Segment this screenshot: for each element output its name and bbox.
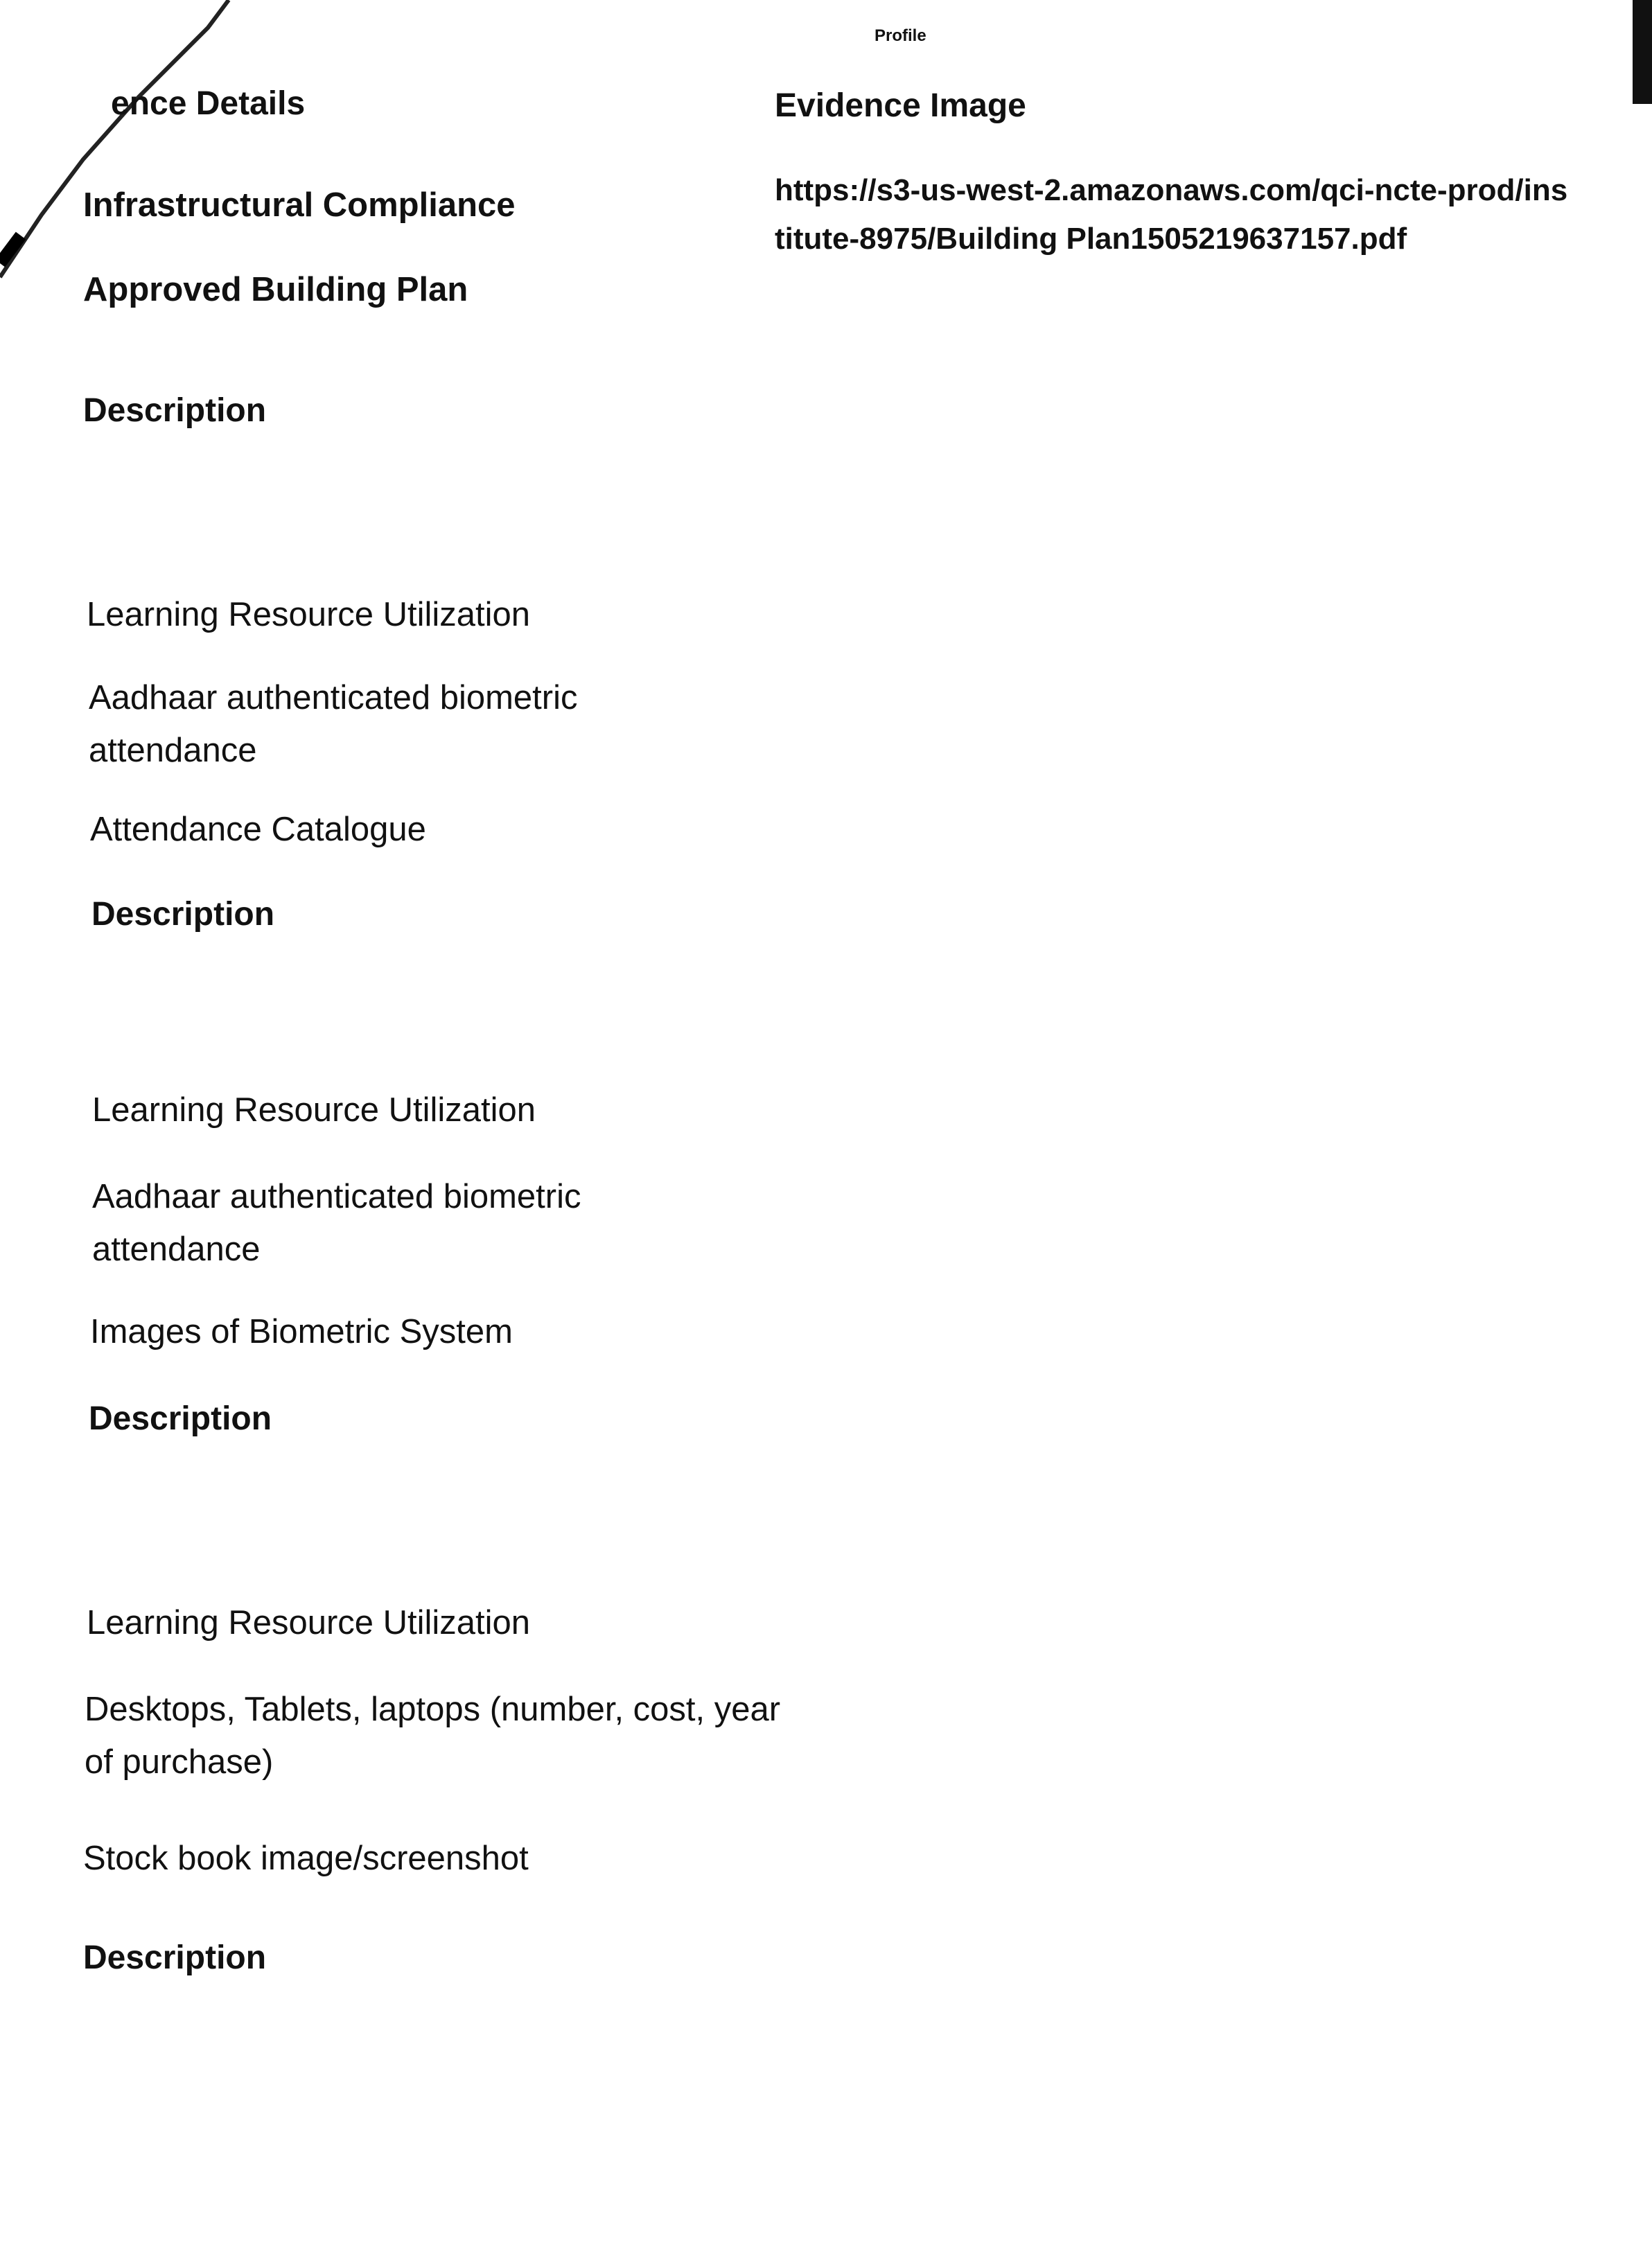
entry-1-criterion: Infrastructural Compliance [83,186,516,224]
entry-2-criterion: Learning Resource Utilization [87,596,531,633]
entry-3-item: Aadhaar authenticated biometric attendance [92,1178,581,1268]
entry-4-item: Desktops, Tablets, laptops (number, cost, year of purchase) [85,1691,781,1781]
entry-1-item: Approved Building Plan [83,271,468,308]
entry-3-description-label: Description [89,1400,272,1437]
entry-2-item: Aadhaar authenticated biometric attendance [89,679,578,769]
evidence-image-heading: Evidence Image [775,87,1026,124]
entry-2-description-label: Description [91,896,275,933]
entry-1-description-label: Description [83,392,267,429]
page-crease-mark [0,0,249,291]
entry-3-sub-item: Images of Biometric System [90,1313,513,1350]
entry-4-description-label: Description [83,1939,267,1976]
entry-2-sub-item: Attendance Catalogue [90,811,426,848]
evidence-details-heading: ence Details [111,85,306,122]
entry-4-sub-item: Stock book image/screenshot [83,1840,529,1877]
evidence-url-link[interactable]: https://s3-us-west-2.amazonaws.com/qci-ncte-prod/institute-8975/Building Plan1505219637157.pdf [775,173,1568,256]
page-edge-shadow [1633,0,1652,104]
page-header-title: Profile [875,26,926,45]
entry-3-criterion: Learning Resource Utilization [92,1091,536,1129]
entry-4-criterion: Learning Resource Utilization [87,1604,531,1641]
